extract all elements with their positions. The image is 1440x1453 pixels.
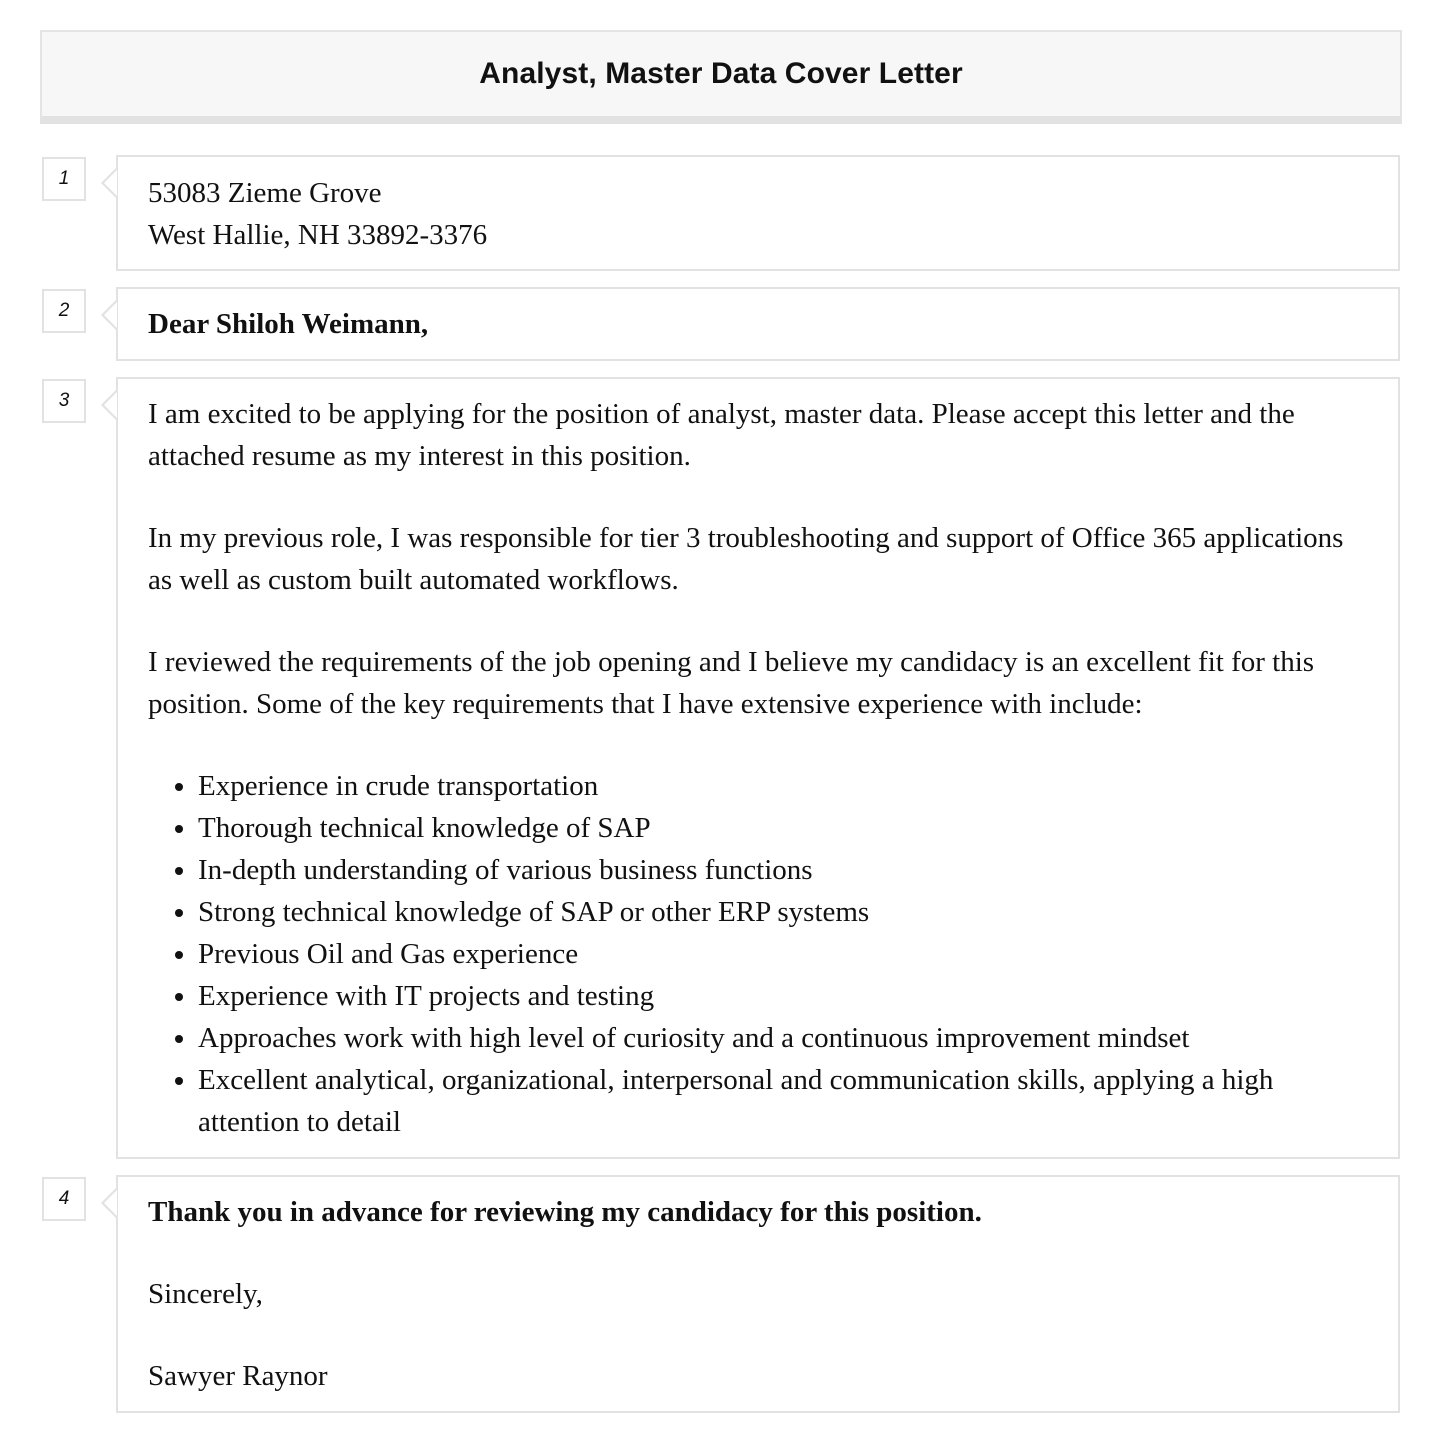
page-header xyxy=(40,30,1402,124)
list-item: • Excellent analytical, organizational, interpersonal and communication skills, applying a high attention to detail xyxy=(198,1059,1368,1143)
list-item: • Experience with IT projects and testing xyxy=(198,975,1368,1017)
section-number: 2 xyxy=(42,289,86,333)
body-block xyxy=(116,377,1400,1159)
section-number: 3 xyxy=(42,379,86,423)
body-paragraph: I am excited to be applying for the position of analyst, master data. Please accept this letter and the attached resume as my interest in this position. xyxy=(148,398,1295,472)
section-number: 4 xyxy=(42,1177,86,1221)
list-item: • Thorough technical knowledge of SAP xyxy=(198,807,1368,849)
list-item: • Previous Oil and Gas experience xyxy=(198,933,1368,975)
address-city-state-zip: West Hallie, NH 33892-3376 xyxy=(148,219,488,251)
section-number: 1 xyxy=(42,157,86,201)
closing-block xyxy=(116,1175,1400,1413)
list-item: • Strong technical knowledge of SAP or other ERP systems xyxy=(198,891,1368,933)
page-title: Analyst, Master Data Cover Letter xyxy=(479,57,963,90)
salutation: Dear Shiloh Weimann, xyxy=(148,308,429,340)
address-block xyxy=(116,155,1400,271)
closing-statement: Thank you in advance for reviewing my candidacy for this position. xyxy=(148,1196,982,1228)
list-item: • Approaches work with high level of curiosity and a continuous improvement mindset xyxy=(198,1017,1368,1059)
address-street: 53083 Zieme Grove xyxy=(148,177,382,209)
list-item: • In-depth understanding of various business functions xyxy=(198,849,1368,891)
list-item: • Experience in crude transportation xyxy=(198,765,1368,807)
body-paragraph: I reviewed the requirements of the job opening and I believe my candidacy is an excellent fit for this position. Some of the key requirements that I have extensive experience with include: xyxy=(148,646,1315,720)
requirements-list xyxy=(148,765,1368,1143)
signature-name: Sawyer Raynor xyxy=(148,1360,328,1392)
body-paragraph: In my previous role, I was responsible for tier 3 troubleshooting and support of Office 365 applications as well as custom built automated workflows. xyxy=(148,522,1344,596)
sign-off: Sincerely, xyxy=(148,1278,263,1310)
salutation-block xyxy=(116,287,1400,361)
